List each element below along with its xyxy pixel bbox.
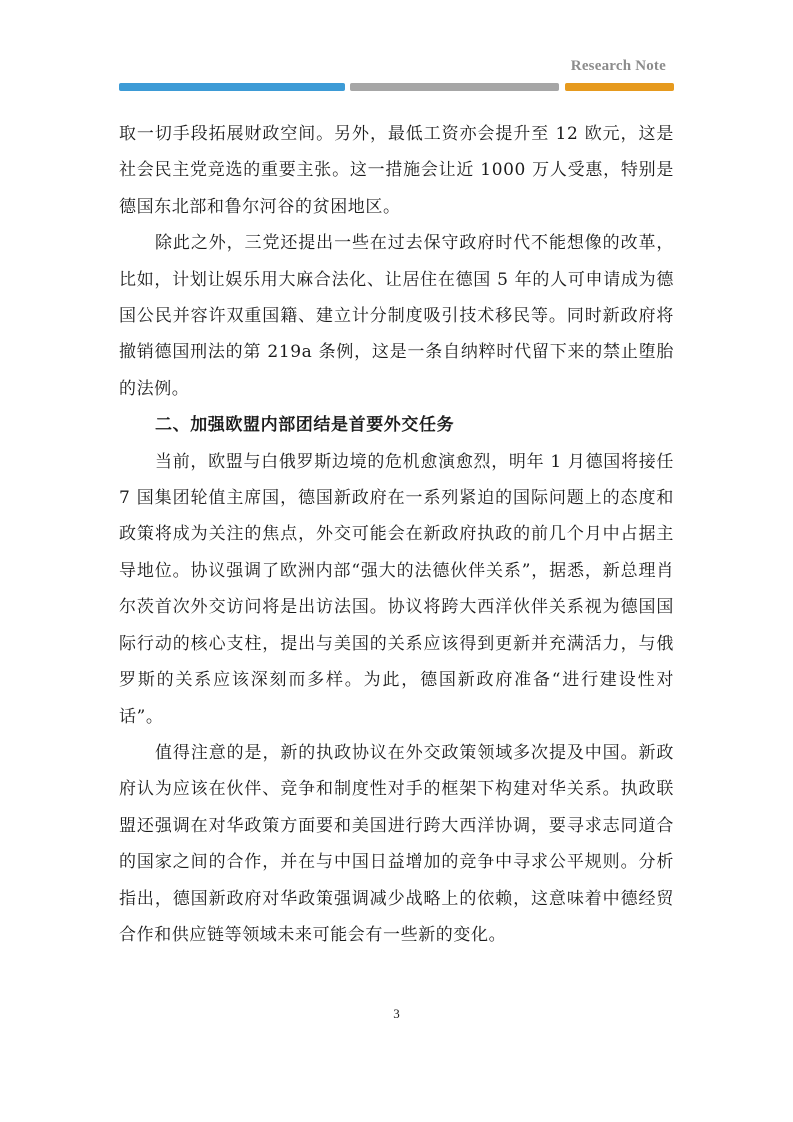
header-label: Research Note	[570, 58, 666, 74]
header-bar-blue	[119, 83, 345, 91]
paragraph-reforms: 除此之外，三党还提出一些在过去保守政府时代不能想像的改革，比如，计划让娱乐用大麻合法化、让居住在德国 5 年的人可申请成为德国公民并容许双重国籍、建立计分制度吸引技术移民等。同时新政府将撤销德国刑法的第 219a 条例，这是一条自纳粹时代留下来的禁止堕胎的法例。	[119, 233, 674, 399]
section-heading: 二、加强欧盟内部团结是首要外交任务	[155, 415, 455, 436]
page-number: 3	[393, 1006, 400, 1021]
paragraph-china-policy: 值得注意的是，新的执政协议在外交政策领域多次提及中国。新政府认为应该在伙伴、竞争和制度性对手的框架下构建对华关系。执政联盟还强调在对华政策方面要和美国进行跨大西洋协调，要寻求志同道合的国家之间的合作，并在与中国日益增加的竞争中寻求公平规则。分析指出，德国新政府对华政策强调减少战略上的依赖，这意味着中德经贸合作和供应链等领域未来可能会有一些新的变化。	[119, 742, 674, 945]
header-bar-gray	[350, 83, 559, 91]
document-body	[119, 116, 674, 953]
header-bar-orange	[565, 83, 674, 91]
paragraph-continued: 取一切手段拓展财政空间。另外，最低工资亦会提升至 12 欧元，这是社会民主党竞选的重要主张。这一措施会让近 1000 万人受惠，特别是德国东北部和鲁尔河谷的贫困地区。	[119, 124, 674, 217]
paragraph-foreign-policy: 当前，欧盟与白俄罗斯边境的危机愈演愈烈，明年 1 月德国将接任 7 国集团轮值主席国，德国新政府在一系列紧迫的国际问题上的态度和政策将成为关注的焦点，外交可能会在新政府执政的前几个月中占据主导地位。协议强调了欧洲内部“强大的法德伙伴关系”，据悉，新总理肖尔茨首次外交访问将是出访法国。协议将跨大西洋伙伴关系视为德国国际行动的核心支柱，提出与美国的关系应该得到更新并充满活力，与俄罗斯的关系应该深刻而多样。为此，德国新政府准备“进行建设性对话”。	[119, 451, 674, 727]
